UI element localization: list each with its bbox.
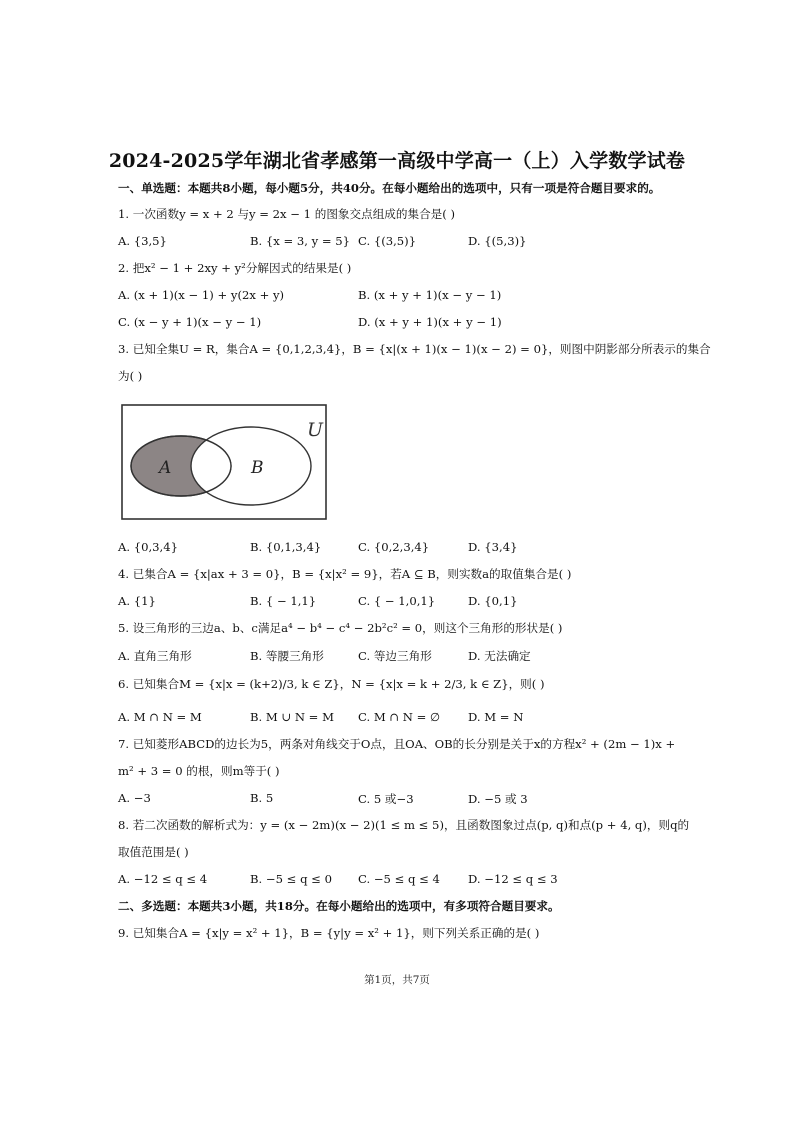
question-3-stem-line2: 为( ) xyxy=(118,369,143,383)
option-a: A. {0,3,4} xyxy=(118,540,178,554)
option-c: C. −5 ≤ q ≤ 4 xyxy=(358,872,440,886)
option-b: B. 5 xyxy=(250,791,274,805)
section-multiple-choice-heading: 二、多选题：本题共3小题，共18分。在每小题给出的选项中，有多项符合题目要求。 xyxy=(118,899,560,913)
option-b: B. −5 ≤ q ≤ 0 xyxy=(250,872,332,886)
question-7-options xyxy=(118,791,678,805)
option-d: D. {3,4} xyxy=(468,540,518,554)
question-2-options-row1 xyxy=(118,288,678,302)
question-9-stem: 9. 已知集合A = {x|y = x² + 1}，B = {y|y = x² + 1}，则下列关系正确的是( ) xyxy=(118,926,540,940)
option-c: C. {(3,5)} xyxy=(358,234,417,248)
option-c: C. {0,2,3,4} xyxy=(358,540,430,554)
question-3-stem-line1: 3. 已知全集U = R，集合A = {0,1,2,3,4}，B = {x|(x + 1)(x − 1)(x − 2) = 0}，则图中阴影部分所表示的集合 xyxy=(118,342,711,356)
question-6-stem: 6. 已知集合M = {x|x = (k+2)/3, k ∈ Z}，N = {x|x = k + 2/3, k ∈ Z}，则( ) xyxy=(118,677,545,691)
label-a: A xyxy=(159,458,172,478)
question-8-stem-line1: 8. 若二次函数的解析式为：y = (x − 2m)(x − 2)(1 ≤ m ≤ 5)，且函数图象过点(p, q)和点(p + 4, q)，则q的 xyxy=(118,818,690,832)
label-u: U xyxy=(307,419,324,441)
option-d: D. −5 或 3 xyxy=(468,792,528,806)
question-1-stem: 1. 一次函数y = x + 2 与y = 2x − 1 的图象交点组成的集合是( ) xyxy=(118,207,455,221)
question-4-options xyxy=(118,594,678,608)
page-title: 2024-2025学年湖北省孝感第一高级中学高一（上）入学数学试卷 xyxy=(108,150,686,172)
option-d: D. −12 ≤ q ≤ 3 xyxy=(468,872,558,886)
option-c: C. 等边三角形 xyxy=(358,649,432,663)
option-a: A. {1} xyxy=(118,594,156,608)
venn-diagram xyxy=(121,404,327,520)
question-7-stem-line1: 7. 已知菱形ABCD的边长为5，两条对角线交于O点，且OA、OB的长分别是关于x的方程x² + (2m − 1)x + xyxy=(118,737,676,751)
question-4-stem: 4. 已集合A = {x|ax + 3 = 0}，B = {x|x² = 9}，若A ⊆ B，则实数a的取值集合是( ) xyxy=(118,567,572,581)
option-a: A. 直角三角形 xyxy=(118,649,192,663)
option-d: D. M = N xyxy=(468,710,524,724)
option-d: D. {0,1} xyxy=(468,594,518,608)
section-single-choice-heading: 一、单选题：本题共8小题，每小题5分，共40分。在每小题给出的选项中，只有一项是符合题目要求的。 xyxy=(118,181,661,195)
page-footer: 第1页，共7页 xyxy=(364,974,430,986)
option-b: B. { − 1,1} xyxy=(250,594,317,608)
option-c: C. { − 1,0,1} xyxy=(358,594,436,608)
option-d: D. {(5,3)} xyxy=(468,234,527,248)
question-2-options-row2 xyxy=(118,315,678,329)
option-c: C. 5 或−3 xyxy=(358,792,414,806)
question-5-stem: 5. 设三角形的三边a、b、c满足a⁴ − b⁴ − c⁴ − 2b²c² = 0，则这个三角形的形状是( ) xyxy=(118,621,563,635)
option-c: C. M ∩ N = ∅ xyxy=(358,710,441,724)
question-5-options xyxy=(118,648,678,662)
question-8-options xyxy=(118,872,678,886)
option-d: D. 无法确定 xyxy=(468,649,531,663)
option-d: D. (x + y + 1)(x + y − 1) xyxy=(358,315,502,329)
label-b: B xyxy=(251,458,264,478)
question-8-stem-line2: 取值范围是( ) xyxy=(118,845,189,859)
option-a: A. M ∩ N = M xyxy=(118,710,202,724)
question-2-stem: 2. 把x² − 1 + 2xy + y²分解因式的结果是( ) xyxy=(118,261,352,275)
option-b: B. {x = 3, y = 5} xyxy=(250,234,351,248)
option-b: B. 等腰三角形 xyxy=(250,649,324,663)
option-a: A. {3,5} xyxy=(118,234,167,248)
question-3-options xyxy=(118,540,678,554)
question-1-options xyxy=(118,234,678,248)
option-a: A. (x + 1)(x − 1) + y(2x + y) xyxy=(118,288,285,302)
option-a: A. −3 xyxy=(118,791,151,805)
option-b: B. (x + y + 1)(x − y − 1) xyxy=(358,288,502,302)
option-b: B. M ∪ N = M xyxy=(250,710,334,724)
question-7-stem-line2: m² + 3 = 0 的根，则m等于( ) xyxy=(118,764,280,778)
option-a: A. −12 ≤ q ≤ 4 xyxy=(118,872,208,886)
question-6-options xyxy=(118,710,678,724)
option-b: B. {0,1,3,4} xyxy=(250,540,322,554)
option-c: C. (x − y + 1)(x − y − 1) xyxy=(118,315,262,329)
